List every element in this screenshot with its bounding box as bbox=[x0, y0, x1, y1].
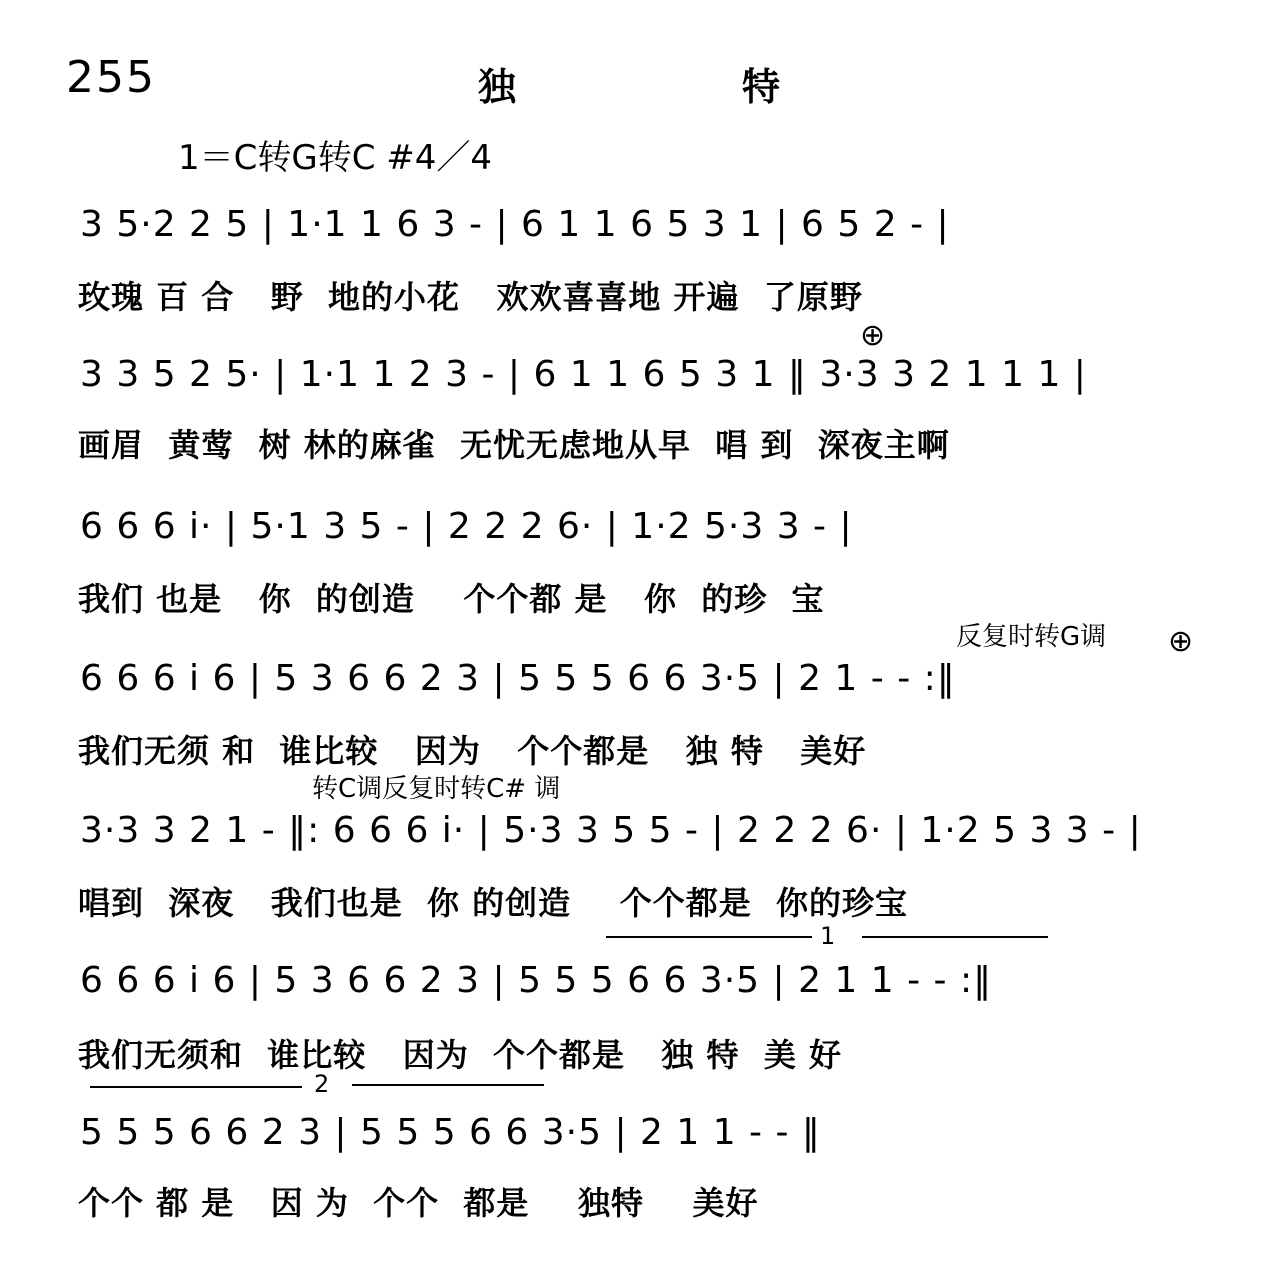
notation-line-7: 5 5 5 6 6 2 3 | 5 5 5 6 6 3·5 | 2 1 1 - - ‖ bbox=[80, 1112, 821, 1153]
song-title-char-2: 特 bbox=[742, 65, 781, 109]
notation-line-5: 3·3 3 2 1 - ‖: 6 6 6 i· | 5·3 3 5 5 - | 2 2 2 6· | 1·2 5 3 3 - | bbox=[80, 810, 1142, 851]
notation-line-3: 6 6 6 i· | 5·1 3 5 - | 2 2 2 6· | 1·2 5·3 3 - | bbox=[80, 506, 853, 547]
volta-2-line-left bbox=[90, 1086, 302, 1088]
volta-2-label: 2 bbox=[314, 1070, 330, 1098]
notation-line-1: 3 5·2 2 5 | 1·1 1 6 3 - | 6 1 1 6 5 3 1 | 6 5 2 - | bbox=[80, 204, 950, 245]
coda-icon-2: ⊕ bbox=[1168, 624, 1194, 659]
notation-line-2: 3 3 5 2 5· | 1·1 1 2 3 - | 6 1 1 6 5 3 1 ‖ 3·3 3 2 1 1 1 | bbox=[80, 354, 1087, 395]
page-number: 255 bbox=[66, 52, 156, 103]
lyric-line-7: 个个 都 是 因 为 个个 都是 独特 美好 bbox=[78, 1184, 759, 1222]
lyric-line-5: 唱到 深夜 我们也是 你 的创造 个个都是 你的珍宝 bbox=[78, 884, 908, 922]
volta-1-line-left bbox=[606, 936, 812, 938]
lyric-line-2: 画眉 黄莺 树 林的麻雀 无忧无虑地从早 唱 到 深夜主啊 bbox=[78, 426, 950, 464]
coda-icon: ⊕ bbox=[860, 318, 886, 353]
key-change-annotation: 转C调反复时转C# 调 bbox=[312, 774, 561, 804]
key-signature: 1＝C转G转C #4／4 bbox=[178, 138, 493, 178]
lyric-line-6: 我们无须和 谁比较 因为 个个都是 独 特 美 好 bbox=[78, 1036, 842, 1074]
song-title-char-1: 独 bbox=[478, 65, 517, 109]
lyric-line-4: 我们无须 和 谁比较 因为 个个都是 独 特 美好 bbox=[78, 732, 867, 770]
lyric-line-3: 我们 也是 你 的创造 个个都 是 你 的珍 宝 bbox=[78, 580, 825, 618]
repeat-key-annotation: 反复时转G调 bbox=[956, 622, 1107, 652]
notation-line-6: 6 6 6 i 6 | 5 3 6 6 2 3 | 5 5 5 6 6 3·5 | 2 1 1 - - :‖ bbox=[80, 960, 993, 1001]
notation-line-4: 6 6 6 i 6 | 5 3 6 6 2 3 | 5 5 5 6 6 3·5 | 2 1 - - :‖ bbox=[80, 658, 956, 699]
volta-1-label: 1 bbox=[820, 922, 836, 950]
volta-2-line-right bbox=[352, 1084, 544, 1086]
lyric-line-1: 玫瑰 百 合 野 地的小花 欢欢喜喜地 开遍 了原野 bbox=[78, 278, 863, 316]
volta-1-line-right bbox=[862, 936, 1048, 938]
